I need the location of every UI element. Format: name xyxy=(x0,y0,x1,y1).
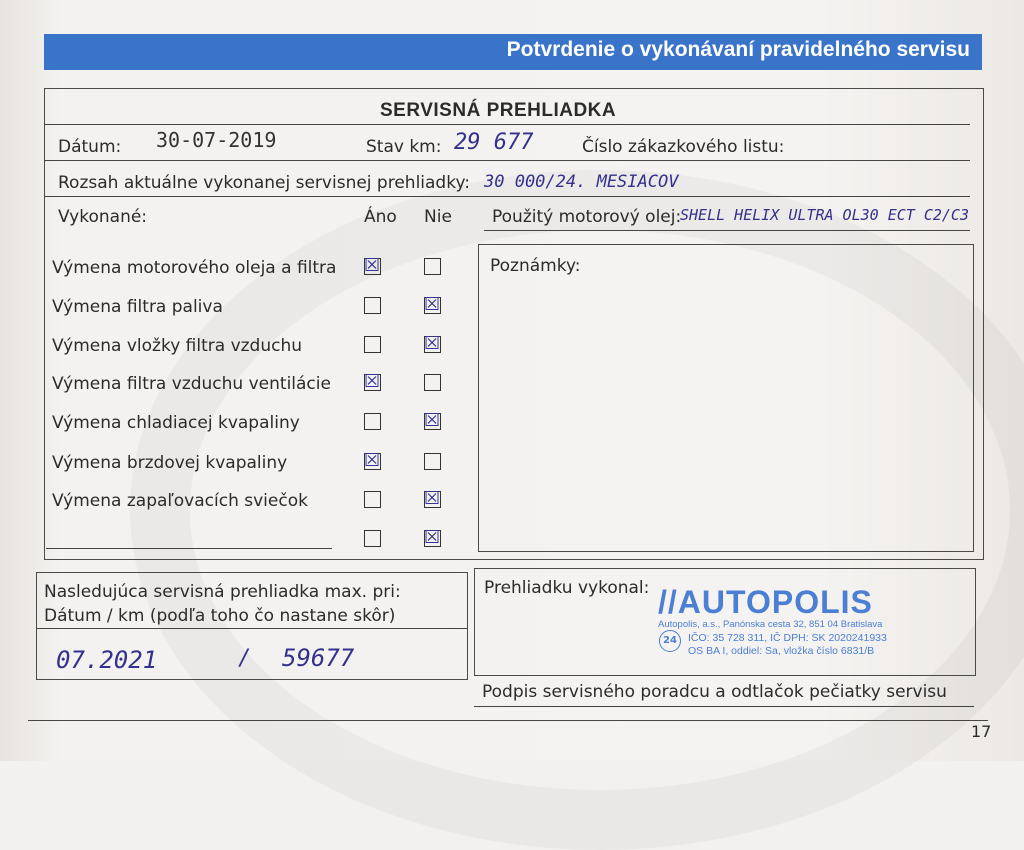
checklist-item-label: Výmena zapaľovacích sviečok xyxy=(52,491,308,511)
page-number: 17 xyxy=(971,722,992,741)
checkbox-yes-1[interactable] xyxy=(364,297,381,314)
checkbox-yes-5[interactable] xyxy=(364,450,381,471)
checkbox-yes-3[interactable] xyxy=(364,371,381,392)
checklist-item-label: Výmena motorového oleja a filtra xyxy=(52,258,337,278)
checkbox-no-4[interactable] xyxy=(424,410,441,431)
km-label: Stav km: xyxy=(366,137,442,157)
checkbox-yes-0[interactable] xyxy=(364,255,381,276)
divider xyxy=(44,196,970,197)
check-mark: ☒ xyxy=(424,527,441,548)
divider xyxy=(484,230,970,231)
check-mark: ☒ xyxy=(364,450,381,471)
date-label: Dátum: xyxy=(58,137,122,157)
checkbox-no-3[interactable] xyxy=(424,374,441,391)
notes-box[interactable] xyxy=(478,244,974,552)
check-mark: ☒ xyxy=(364,255,381,276)
checkbox-no-2[interactable] xyxy=(424,333,441,354)
no-column-label: Nie xyxy=(424,207,452,227)
section-title: SERVISNÁ PREHLIADKA xyxy=(380,100,617,121)
check-mark: ☒ xyxy=(424,488,441,509)
footer-line xyxy=(28,720,988,721)
signature-label: Podpis servisného poradcu a odtlačok pečiatky servisu xyxy=(482,682,947,702)
scope-label: Rozsah aktuálne vykonanej servisnej prehliadky: xyxy=(58,173,471,193)
next-service-line1: Nasledujúca servisná prehliadka max. pri: xyxy=(44,582,401,602)
checkbox-yes-2[interactable] xyxy=(364,336,381,353)
checkbox-yes-4[interactable] xyxy=(364,413,381,430)
performed-by-label: Prehliadku vykonal: xyxy=(484,578,650,598)
next-service-line2: Dátum / km (podľa toho čo nastane skôr) xyxy=(44,606,396,626)
oil-label: Použitý motorový olej: xyxy=(492,207,682,227)
checkbox-no-0[interactable] xyxy=(424,258,441,275)
autopolis-logo: //AUTOPOLIS xyxy=(658,584,873,620)
checklist-item-label: Výmena vložky filtra vzduchu xyxy=(52,336,303,356)
header-bar xyxy=(44,34,982,70)
next-service-separator: / xyxy=(238,646,252,671)
check-mark: ☒ xyxy=(424,333,441,354)
order-number-label: Číslo zákazkového listu: xyxy=(582,137,785,157)
stamp-ico: IČO: 35 728 311, IČ DPH: SK 2020241933 xyxy=(688,632,887,644)
checklist-item-label: Výmena brzdovej kvapaliny xyxy=(52,453,288,473)
checklist-item-label: Výmena chladiacej kvapaliny xyxy=(52,413,300,433)
scope-value: 30 000/24. MESIACOV xyxy=(484,172,679,192)
yes-column-label: Áno xyxy=(364,207,397,227)
stamp-register: OS BA I, oddiel: Sa, vložka číslo 6831/B xyxy=(688,645,875,657)
divider xyxy=(44,124,970,125)
notes-label: Poznámky: xyxy=(490,256,581,276)
divider xyxy=(44,160,970,161)
next-service-km: 59677 xyxy=(282,644,355,672)
check-mark: ☒ xyxy=(424,410,441,431)
checklist-item-label: Výmena filtra paliva xyxy=(52,297,223,317)
blank-item-line xyxy=(46,548,332,549)
stamp-address: Autopolis, a.s., Panónska cesta 32, 851 04 Bratislava xyxy=(658,619,883,630)
next-service-date: 07.2021 xyxy=(56,646,158,674)
divider xyxy=(36,628,468,629)
checkbox-no-6[interactable] xyxy=(424,488,441,509)
check-mark: ☒ xyxy=(364,371,381,392)
checklist-item-label: Výmena filtra vzduchu ventilácie xyxy=(52,374,331,394)
check-mark: ☒ xyxy=(424,294,441,315)
checkbox-no-7[interactable] xyxy=(424,527,441,548)
checkbox-no-5[interactable] xyxy=(424,453,441,470)
stamp-badge: 24 xyxy=(659,630,681,652)
performed-label: Vykonané: xyxy=(58,207,148,227)
checkbox-no-1[interactable] xyxy=(424,294,441,315)
oil-value: SHELL HELIX ULTRA OL30 ECT C2/C3 xyxy=(680,206,969,224)
checkbox-yes-7[interactable] xyxy=(364,530,381,547)
header-title: Potvrdenie o vykonávaní pravidelného servisu xyxy=(506,38,970,61)
divider xyxy=(474,706,974,707)
date-value: 30-07-2019 xyxy=(156,128,277,152)
km-value: 29 677 xyxy=(454,130,534,155)
checkbox-yes-6[interactable] xyxy=(364,491,381,508)
